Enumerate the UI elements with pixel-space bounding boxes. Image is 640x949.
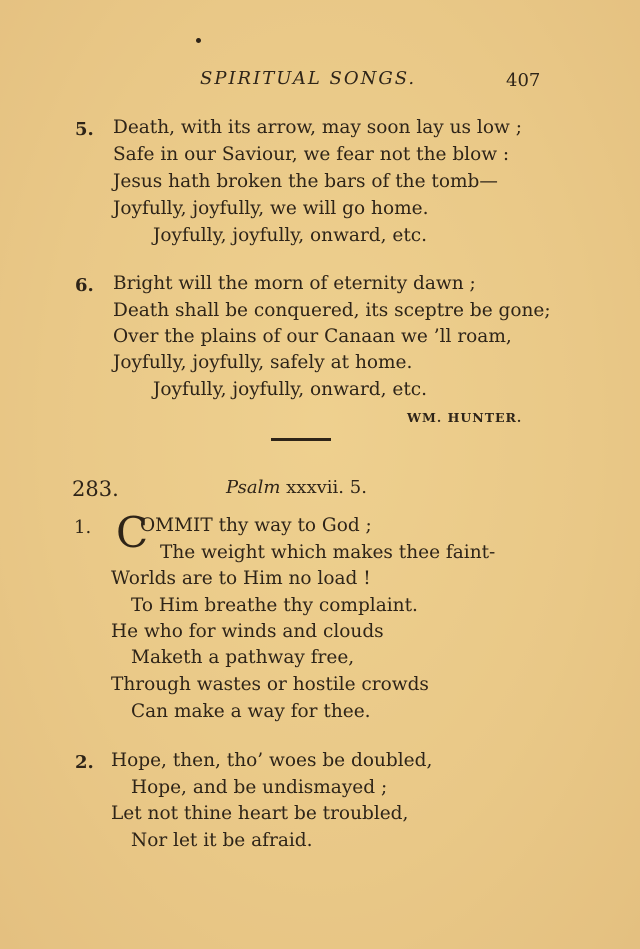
verse-line: Death, with its arrow, may soon lay us low ;	[113, 117, 522, 138]
hymn-title-prefix: Psalm	[226, 477, 281, 498]
ink-speck	[196, 38, 201, 43]
verse-line: Worlds are to Him no load !	[111, 568, 371, 589]
stanza-number: 2.	[75, 752, 94, 773]
refrain-line: Joyfully, joyfully, onward, etc.	[153, 225, 428, 246]
verse-line: Nor let it be afraid.	[131, 830, 313, 851]
verse-line: Death shall be conquered, its sceptre be gone;	[113, 300, 551, 321]
verse-line: Bright will the morn of eternity dawn ;	[113, 273, 476, 294]
refrain-line: Joyfully, joyfully, onward, etc.	[153, 379, 428, 400]
verse-line: Through wastes or hostile crowds	[111, 674, 429, 695]
stanza-number: 5.	[75, 119, 94, 140]
verse-line: Maketh a pathway free,	[131, 647, 355, 668]
verse-line: OMMIT thy way to God ;	[140, 515, 372, 536]
verse-line: Joyfully, joyfully, we will go home.	[113, 198, 429, 219]
page-number: 407	[506, 70, 541, 91]
verse-line: Jesus hath broken the bars of the tomb—	[113, 171, 498, 192]
hymn-number: 283.	[72, 477, 119, 501]
hymn-title-reference: xxxvii. 5.	[286, 477, 367, 498]
verse-line: Safe in our Saviour, we fear not the blow :	[113, 144, 510, 165]
verse-line: Over the plains of our Canaan we ’ll roam,	[113, 326, 512, 347]
verse-line: To Him breathe thy complaint.	[131, 595, 418, 616]
verse-line: Joyfully, joyfully, safely at home.	[113, 352, 413, 373]
verse-line: He who for winds and clouds	[111, 621, 384, 642]
verse-line: Hope, then, tho’ woes be doubled,	[111, 750, 433, 771]
stanza-number: 6.	[75, 275, 94, 296]
section-divider	[271, 438, 331, 441]
verse-line: Hope, and be undismayed ;	[131, 777, 388, 798]
verse-line: Can make a way for thee.	[131, 701, 371, 722]
hymn-title	[226, 477, 367, 498]
stanza-number: 1.	[74, 517, 92, 538]
author-credit: WM. HUNTER.	[407, 410, 523, 425]
verse-line: Let not thine heart be troubled,	[111, 803, 409, 824]
verse-line: The weight which makes thee faint-	[160, 542, 496, 563]
running-header-title: SPIRITUAL SONGS.	[200, 68, 417, 89]
drop-cap: C	[116, 508, 149, 557]
